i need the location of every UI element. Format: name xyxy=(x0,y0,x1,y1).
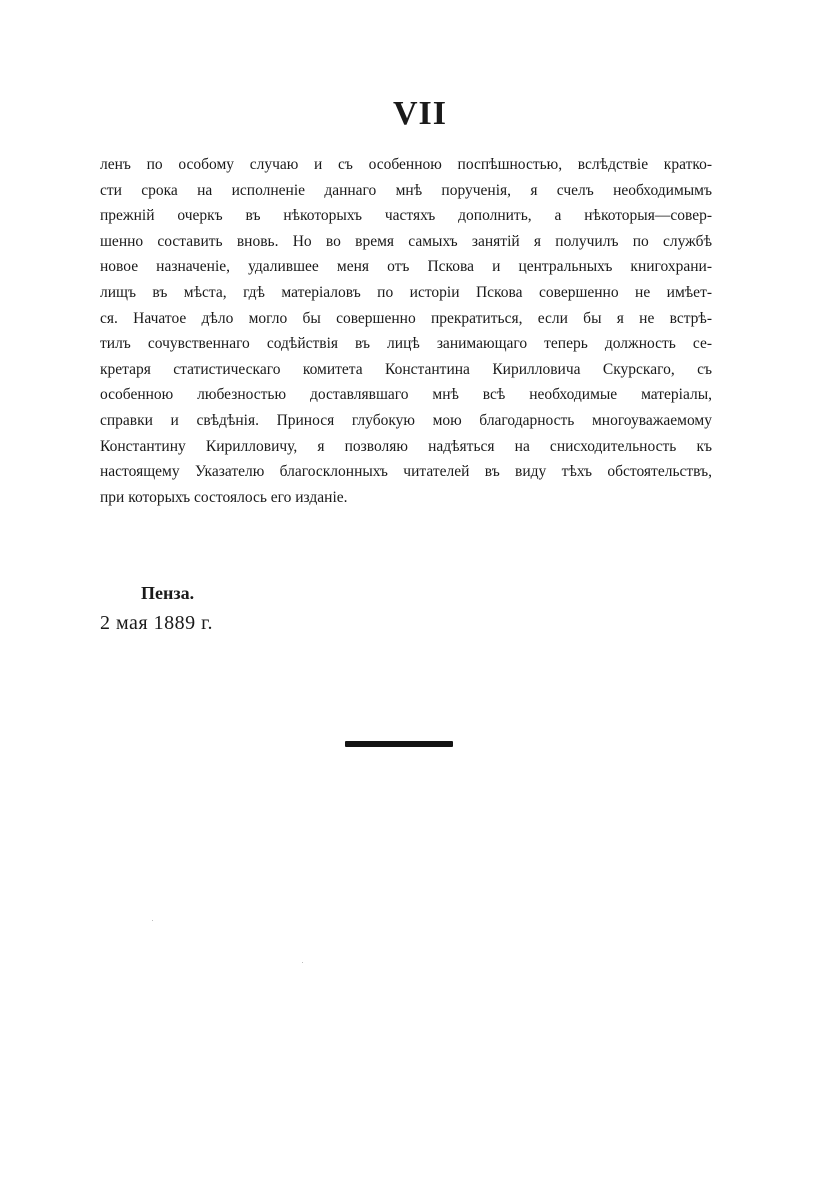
text-line: Константину Кирилловичу, я позволяю надѣяться на снисходительность къ xyxy=(100,437,712,455)
text-line: кретаря статистическаго комитета Константина Кирилловича Скурскаго, съ xyxy=(100,360,712,378)
preface-paragraph xyxy=(100,152,712,510)
signature-place: Пенза. xyxy=(141,583,195,603)
scan-speck xyxy=(152,920,153,921)
scan-speck xyxy=(302,962,303,963)
signature-block xyxy=(100,578,213,638)
text-line: сти срока на исполненіе даннаго мнѣ порученія, я счелъ необходимымъ xyxy=(100,181,712,199)
text-line: ся. Начатое дѣло могло бы совершенно прекратиться, если бы я не встрѣ- xyxy=(100,309,712,327)
page-number: VII xyxy=(392,95,448,132)
text-line: новое назначеніе, удалившее меня отъ Пскова и центральныхъ книгохрани- xyxy=(100,258,712,276)
text-line: особенною любезностью доставлявшаго мнѣ всѣ необходимые матеріалы, xyxy=(100,386,712,404)
signature-date: 2 мая 1889 г. xyxy=(100,612,214,634)
text-line: настоящему Указателю благосклонныхъ читателей въ виду тѣхъ обстоятельствъ, xyxy=(100,463,712,481)
text-line: шенно составить вновь. Но во время самыхъ занятій я получилъ по службѣ xyxy=(100,232,712,250)
text-line: ленъ по особому случаю и съ особенною поспѣшностью, вслѣдствіе кратко- xyxy=(100,156,712,173)
text-line: прежній очеркъ въ нѣкоторыхъ частяхъ дополнить, а нѣкоторыя—совер- xyxy=(100,207,712,225)
text-line: справки и свѣдѣнія. Принося глубокую мою благодарность многоуважаемому xyxy=(100,411,712,429)
end-rule-divider xyxy=(345,741,453,747)
text-line: тилъ сочувственнаго содѣйствія въ лицѣ занимающаго теперь должность се- xyxy=(100,335,712,353)
text-line: лищъ въ мѣста, гдѣ матеріаловъ по исторіи Пскова совершенно не имѣет- xyxy=(100,283,712,301)
text-line-last: при которыхъ состоялось его изданіе. xyxy=(100,488,348,506)
